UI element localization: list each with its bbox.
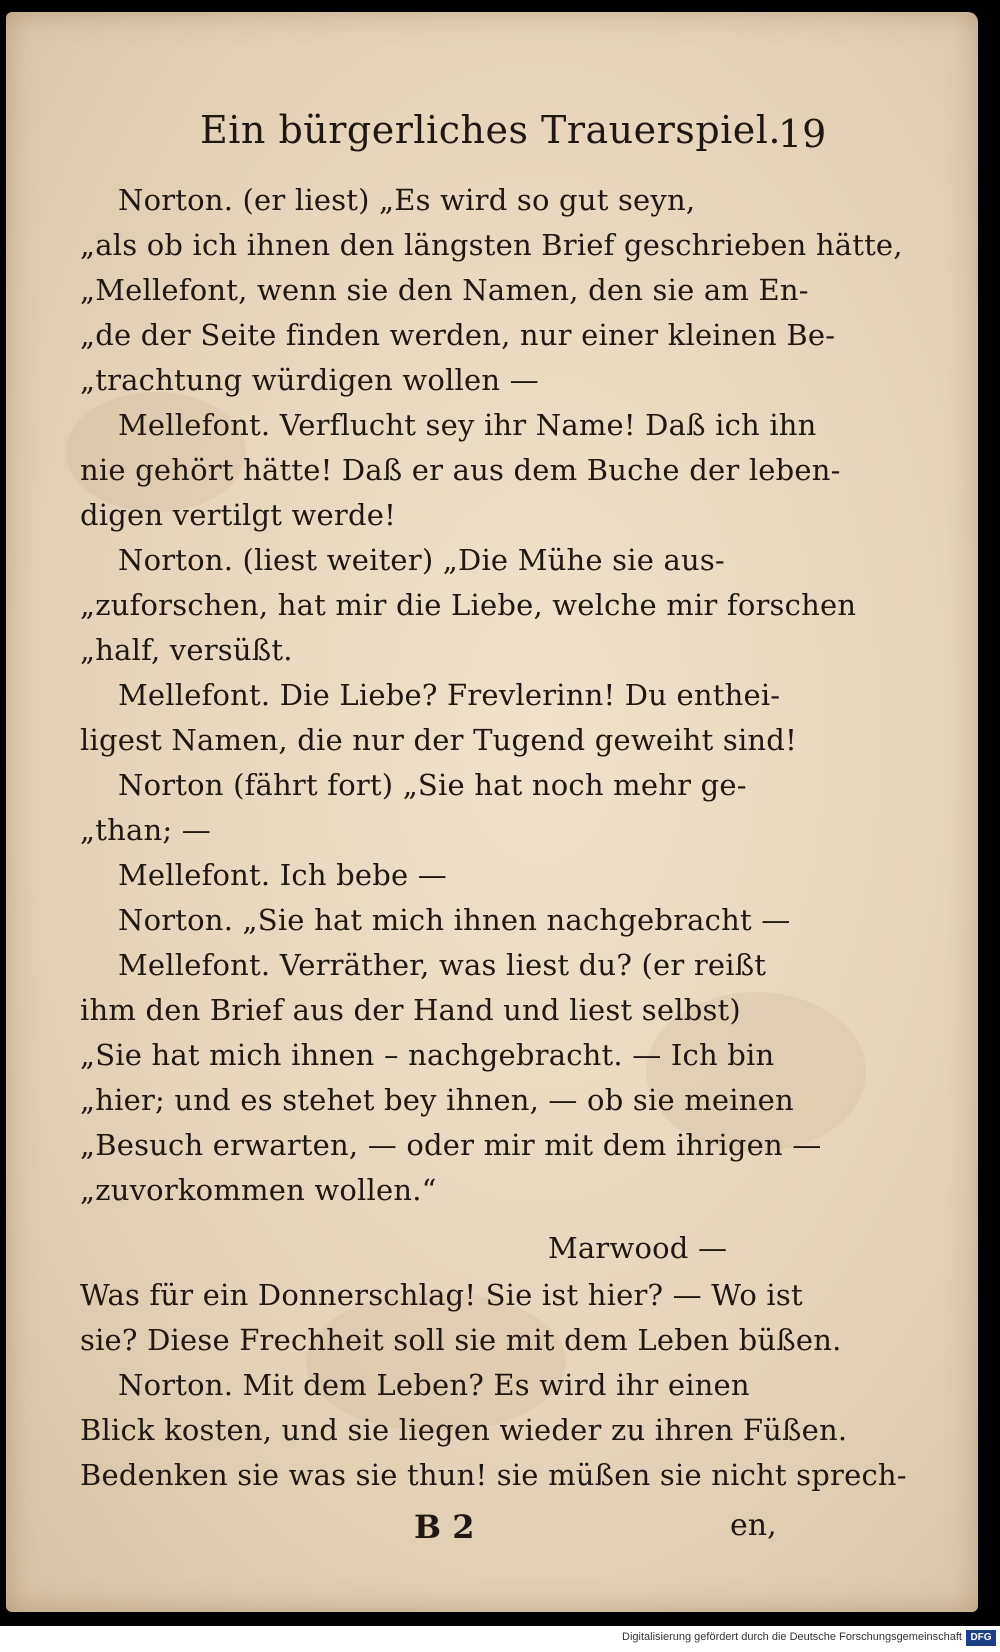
text-line: sie? Diese Frechheit soll sie mit dem Leben büßen. (80, 1323, 842, 1357)
text-line: „Besuch erwarten, — oder mir mit dem ihrigen — (80, 1128, 822, 1162)
text-line: Norton (fährt fort) „Sie hat noch mehr ge- (118, 768, 747, 802)
text-line: „hier; und es stehet bey ihnen, — ob sie meinen (80, 1083, 794, 1117)
running-title: Ein bürgerliches Trauerspiel. (200, 108, 782, 152)
text-line: digen vertilgt werde! (80, 498, 396, 532)
signature-mark: B 2 (414, 1508, 475, 1546)
text-line: Norton. Mit dem Leben? Es wird ihr einen (118, 1368, 750, 1402)
text-line: Blick kosten, und sie liegen wieder zu ihren Füßen. (80, 1413, 848, 1447)
footer-bar (0, 1626, 1000, 1652)
text-line: Norton. „Sie hat mich ihnen nachgebracht — (118, 903, 791, 937)
text-line: Bedenken sie was sie thun! sie müßen sie nicht sprech- (80, 1458, 907, 1492)
catchword: en, (730, 1508, 777, 1543)
text-line: nie gehört hätte! Daß er aus dem Buche der leben- (80, 453, 841, 487)
text-line: „Mellefont, wenn sie den Namen, den sie am En- (80, 273, 809, 307)
text-line: Mellefont. Verräther, was liest du? (er reißt (118, 948, 767, 982)
speaker-name: Marwood — (548, 1231, 728, 1265)
text-line: „half, versüßt. (80, 633, 293, 667)
text-line: Mellefont. Ich bebe — (118, 858, 447, 892)
text-line: Mellefont. Verflucht sey ihr Name! Daß ich ihn (118, 408, 817, 442)
text-line: „Sie hat mich ihnen – nachgebracht. — Ich bin (80, 1038, 775, 1072)
text-line: Norton. (er liest) „Es wird so gut seyn, (118, 183, 696, 217)
footer-credit: Digitalisierung gefördert durch die Deutsche Forschungsgemeinschaft (622, 1631, 962, 1643)
text-line: „trachtung würdigen wollen — (80, 363, 539, 397)
text-line: Norton. (liest weiter) „Die Mühe sie aus- (118, 543, 725, 577)
text-line: „zuvorkommen wollen.“ (80, 1173, 437, 1207)
text-line: ihm den Brief aus der Hand und liest selbst) (80, 993, 741, 1027)
text-line: ligest Namen, die nur der Tugend geweiht sind! (80, 723, 797, 757)
text-line: Mellefont. Die Liebe? Frevlerinn! Du enthei- (118, 678, 781, 712)
text-line: „als ob ich ihnen den längsten Brief geschrieben hätte, (80, 228, 903, 262)
text-line: „zuforschen, hat mir die Liebe, welche mir forschen (80, 588, 857, 622)
dfg-logo: DFG (966, 1630, 996, 1646)
page-number: 19 (778, 112, 827, 156)
text-line: „than; — (80, 813, 211, 847)
text-line: „de der Seite finden werden, nur einer kleinen Be- (80, 318, 836, 352)
text-line: Was für ein Donnerschlag! Sie ist hier? — Wo ist (80, 1278, 803, 1312)
